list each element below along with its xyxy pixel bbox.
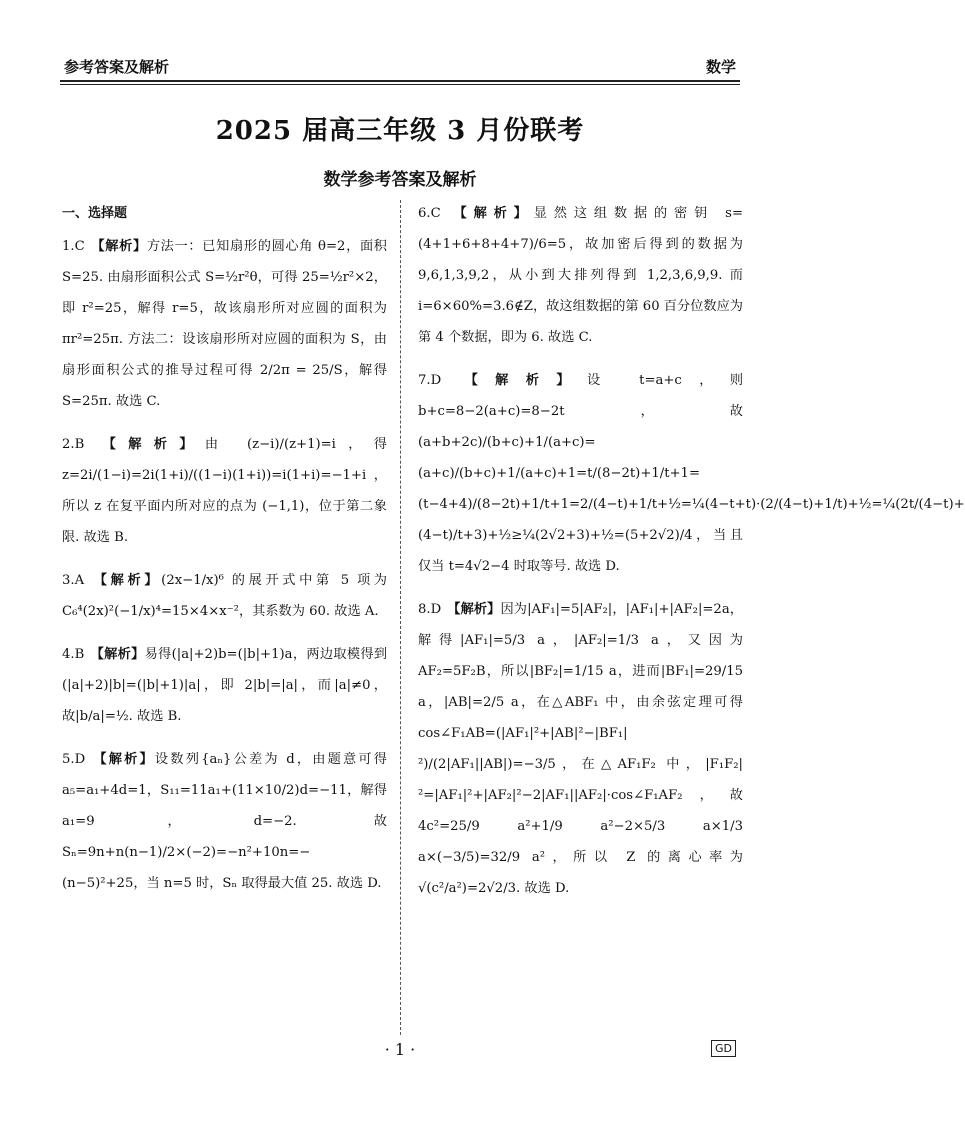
question-number: 7.D — [418, 373, 442, 388]
question-7 — [418, 365, 965, 582]
analysis-tag: 【解析】 — [446, 206, 534, 221]
analysis-tag: 【解析】 — [90, 647, 145, 662]
question-text: 易得(|a|+2)b=(|b|+1)a，两边取模得到(|a|+2)|b|=(|b|+1)|a|，即 2|b|=|a|，而|a|≠0，故|b/a|=½. 故选 B. — [62, 647, 388, 724]
left-column — [62, 198, 387, 911]
analysis-tag: 【解析】 — [90, 573, 162, 588]
question-number: 8.D — [418, 602, 442, 617]
section-heading: 一、选择题 — [62, 206, 128, 221]
question-number: 2.B — [62, 437, 85, 452]
column-divider — [400, 200, 401, 1035]
header-rule — [60, 84, 740, 85]
question-number: 1.C — [62, 239, 85, 254]
header-left-label: 参考答案及解析 — [64, 58, 170, 76]
header-subject-label: 数学 — [705, 58, 736, 76]
question-number: 5.D — [62, 752, 86, 767]
question-text: (2x−1/x)⁶ 的展开式中第 5 项为 C₆⁴(2x)²(−1/x)⁴=15×4×x⁻²，其系数为 60. 故选 A. — [62, 573, 387, 619]
question-text: 设数列{aₙ}公差为 d，由题意可得 a₅=a₁+4d=1，S₁₁=11a₁+(11×10/2)d=−11，解得 a₁=9，d=−2. 故 Sₙ=9n+n(n−1)/2×(−2)=−n²+10n=−(n−5)²+25，当 n=5 时，Sₙ 取得最大值 25. 故选 D. — [62, 752, 387, 891]
document-title: 2025 届高三年级 3 月份联考 — [215, 116, 585, 146]
question-5 — [62, 744, 387, 899]
question-3 — [62, 565, 387, 627]
analysis-tag: 【解析】 — [447, 602, 501, 617]
question-1 — [62, 231, 387, 417]
question-text: 方法一：已知扇形的圆心角 θ=2，面积 S=25. 由扇形面积公式 S=½r²θ，可得 25=½r²×2，即 r²=25，解得 r=5，故该扇形所对应圆的面积为 πr²=25π. 方法二：设该扇形所对应圆的面积为 S，由扇形面积公式的推导过程可得 2/2π = 25/S，解得 S=25π. 故选 C. — [62, 239, 387, 409]
analysis-tag: 【解析】 — [447, 373, 587, 388]
analysis-tag: 【解析】 — [90, 437, 205, 452]
question-8 — [418, 594, 743, 904]
question-text: 显然这组数据的密钥 s=(4+1+6+8+4+7)/6=5，故加密后得到的数据为 9,6,1,3,9,2，从小到大排列得到 1,2,3,6,9,9. 而 i=6×60%=3.6∉Z，故这组数据的第 60 百分位数应为第 4 个数据，即为 6. 故选 C. — [418, 206, 744, 345]
analysis-tag: 【解析】 — [90, 239, 147, 254]
question-6 — [418, 198, 743, 353]
page-number: · 1 · — [384, 1040, 416, 1059]
question-text: 设 t=a+c，则 b+c=8−2(a+c)=8−2t，故 (a+b+2c)/(b+c)+1/(a+c)=(a+c)/(b+c)+1/(a+c)+1=t/(8−2t)+1/t+1=(t−4+4)/(8−2t)+1/t+1=2/(4−t)+1/t+½=¼(4−t+t)·(2/(4−t)+1/t)+½=¼(2t/(4−t)+(4−t)/t+3)+½≥¼(2√2+3)+½=(5+2√2)/4，当且仅当 t=4√2−4 时取等号. 故选 D. — [418, 373, 965, 574]
question-2 — [62, 429, 387, 553]
page-header — [60, 52, 740, 82]
question-number: 4.B — [62, 647, 85, 662]
question-text: 因为|AF₁|=5|AF₂|，|AF₁|+|AF₂|=2a，解得|AF₁|=5/3 a，|AF₂|=1/3 a，又因为 AF₂=5F₂B，所以|BF₂|=1/15 a，进而|BF₁|=29/15 a，|AB|=2/5 a，在△ABF₁ 中，由余弦定理可得 cos∠F₁AB=(|AF₁|²+|AB|²−|BF₁|²)/(2|AF₁||AB|)=−3/5，在△AF₁F₂ 中，|F₁F₂|²=|AF₁|²+|AF₂|²−2|AF₁||AF₂|·cos∠F₁AF₂，故 4c²=25/9 a²+1/9 a²−2×5/3 a×1/3 a×(−3/5)=32/9 a²，所以 Z 的离心率为 √(c²/a²)=2√2/3. 故选 D. — [418, 602, 743, 896]
edition-badge: GD — [711, 1040, 736, 1057]
question-number: 6.C — [418, 206, 441, 221]
analysis-tag: 【解析】 — [91, 752, 155, 767]
question-4 — [62, 639, 387, 732]
question-number: 3.A — [62, 573, 85, 588]
question-text: 由 (z−i)/(z+1)=i，得 z=2i/(1−i)=2i(1+i)/((1−i)(1+i))=i(1+i)=−1+i，所以 z 在复平面内所对应的点为 (−1,1)，位于第二象限. 故选 B. — [62, 437, 387, 545]
document-subtitle: 数学参考答案及解析 — [323, 170, 477, 190]
right-column — [418, 198, 965, 916]
